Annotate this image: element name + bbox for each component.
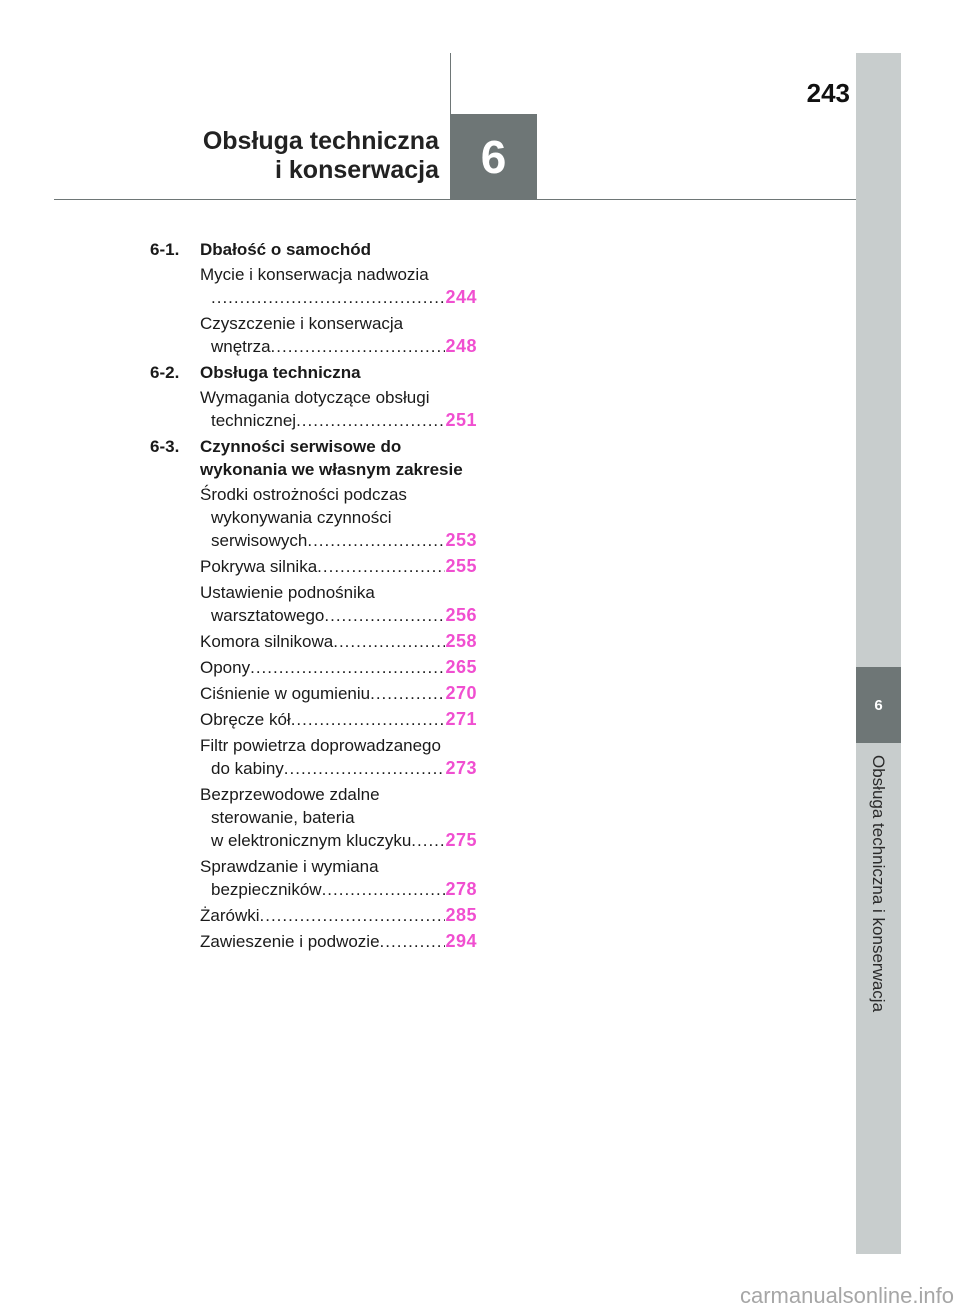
toc-entry-text: Opony [200,658,251,677]
toc-entry-text: Filtr powietrza doprowadzanego [200,736,441,755]
toc-dot-leader [284,757,446,780]
side-tab-title-text: Obsługa techniczna i konserwacja [868,755,888,1013]
toc-entry-text: technicznej [211,411,297,430]
toc-page-link[interactable]: 253 [445,530,477,550]
side-tab-title[interactable] [856,755,901,1035]
toc-section [150,238,477,261]
toc-dot-leader [291,708,446,731]
toc-entry[interactable] [200,483,477,552]
toc-entry-text: Żarówki [200,906,260,925]
toc-section-title: Obsługa techniczna [200,363,361,382]
toc-dot-leader [411,829,445,852]
toc-entry[interactable] [200,855,477,901]
toc-section-number: 6-1. [150,240,180,259]
toc-entry-text: wnętrza [211,337,271,356]
chapter-title-line-2: i konserwacja [275,156,439,184]
toc-dot-leader [260,904,446,927]
toc-entry-text: sterowanie, bateria [211,808,355,827]
toc-entry-text: Zawieszenie i podwozie [200,932,380,951]
toc-entry[interactable] [200,682,477,705]
toc-entry-text: Ustawienie podnośnika [200,583,375,602]
toc-section [150,361,477,384]
toc-page-link[interactable]: 255 [445,556,477,576]
toc-section-title: Czynności serwisowe do wykonania we własnym zakresie [200,437,463,479]
toc-page-link[interactable]: 258 [445,631,477,651]
toc-entry-text: wykonywania czynności [211,508,392,527]
toc-entry[interactable] [200,656,477,679]
side-tab-chapter-number[interactable]: 6 [856,667,901,743]
side-tab-strip [856,53,901,1254]
toc-dot-leader [333,630,445,653]
toc-entry[interactable] [200,312,477,358]
toc-entry[interactable] [200,904,477,927]
watermark: carmanualsonline.info [739,1283,954,1308]
toc-section-number: 6-2. [150,363,180,382]
toc-entry-text: serwisowych [211,531,308,550]
toc-entry-text: Ciśnienie w ogumieniu [200,684,371,703]
toc-entry[interactable] [200,630,477,653]
toc-page-link[interactable]: 275 [445,830,477,850]
page-number: 243 [806,78,850,108]
toc-page-link[interactable]: 244 [445,287,477,307]
chapter-title [203,127,439,185]
toc-dot-leader [211,286,445,309]
toc-dot-leader [250,656,445,679]
table-of-contents [150,235,477,956]
toc-page-link[interactable]: 256 [445,605,477,625]
header-vertical-rule [450,53,451,115]
toc-page-link[interactable]: 278 [445,879,477,899]
toc-page-link[interactable]: 251 [445,410,477,430]
chapter-title-line-1: Obsługa techniczna [202,127,439,155]
toc-entry[interactable] [200,386,477,432]
toc-page-link[interactable]: 265 [445,657,477,677]
toc-dot-leader [324,604,445,627]
toc-entry-text: Wymagania dotyczące obsługi [200,388,430,407]
toc-dot-leader [271,335,446,358]
toc-dot-leader [296,409,445,432]
toc-section [150,435,477,481]
toc-page-link[interactable]: 273 [445,758,477,778]
toc-entry-text: Pokrywa silnika [200,557,318,576]
toc-dot-leader [317,555,445,578]
toc-entry-text: Obręcze kół [200,710,291,729]
toc-page-link[interactable]: 248 [445,336,477,356]
toc-entry-text: do kabiny [211,759,284,778]
toc-entry-text: Środki ostrożności podczas [200,485,407,504]
toc-entry[interactable] [200,263,477,309]
toc-entry-text: bezpieczników [211,880,322,899]
toc-entry-text: Czyszczenie i konserwacja [200,314,404,333]
toc-entry-text: Bezprzewodowe zdalne [200,785,380,804]
toc-entry-text: Mycie i konserwacja nadwozia [200,265,429,284]
toc-entry[interactable] [200,783,477,852]
toc-dot-leader [307,529,445,552]
toc-entry[interactable] [200,555,477,578]
toc-section-number: 6-3. [150,437,180,456]
toc-entry[interactable] [200,734,477,780]
toc-dot-leader [380,930,446,953]
toc-section-title: Dbałość o samochód [200,240,371,259]
toc-page-link[interactable]: 294 [445,931,477,951]
toc-entry[interactable] [200,581,477,627]
toc-page-link[interactable]: 285 [445,905,477,925]
header-horizontal-rule [54,199,856,200]
toc-entry[interactable] [200,708,477,731]
toc-page-link[interactable]: 270 [445,683,477,703]
toc-page-link[interactable]: 271 [445,709,477,729]
toc-entry-text: Sprawdzanie i wymiana [200,857,379,876]
toc-entry-text: w elektronicznym kluczyku [211,831,412,850]
toc-dot-leader [322,878,446,901]
toc-entry-text: Komora silnikowa [200,632,334,651]
toc-dot-leader [370,682,445,705]
toc-entry[interactable] [200,930,477,953]
toc-entry-text: warsztatowego [211,606,325,625]
chapter-number-box: 6 [450,114,537,200]
